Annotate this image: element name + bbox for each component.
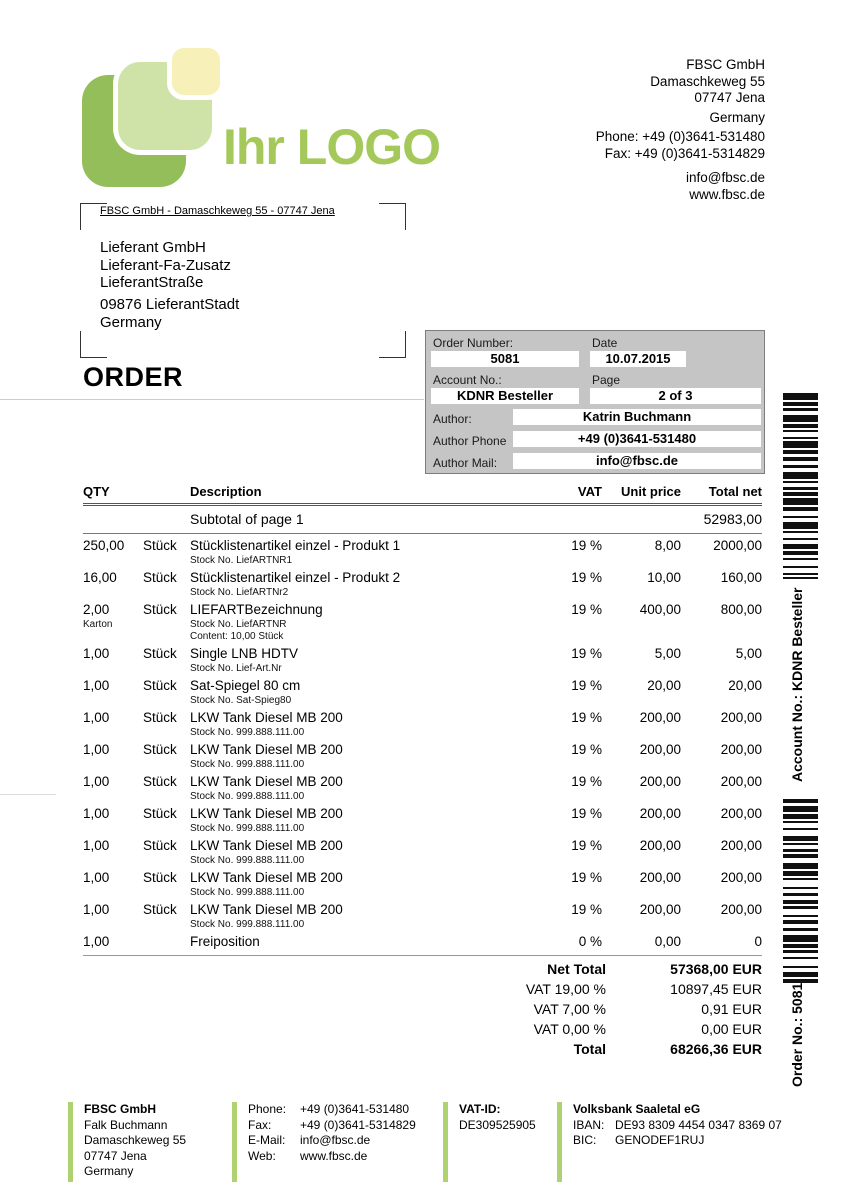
order-vertical-label: Order No.: 5081 (789, 982, 805, 1087)
unit-cell: Stück (143, 538, 177, 553)
sender-email: info@fbsc.de (686, 170, 765, 185)
total-row (440, 1019, 762, 1039)
unit-price-cell: 8,00 (654, 538, 681, 553)
unit-price-cell: 0,00 (654, 934, 681, 949)
page-value: 2 of 3 (590, 388, 761, 404)
total-cell: 2000,00 (713, 538, 762, 553)
total-label: VAT 7,00 % (533, 1001, 606, 1017)
footer-contact-label: Fax: (248, 1117, 272, 1132)
total-cell: 200,00 (720, 742, 762, 757)
page-title: ORDER (83, 362, 184, 392)
fold-mark (0, 794, 56, 795)
logo-square-yellow-icon (172, 48, 220, 95)
footer-bank-name: Volksbank Saaletal eG (573, 1102, 701, 1116)
qty-cell: 2,00 (83, 602, 110, 617)
stock-no-line: Stock No. Sat-Spieg80 (190, 695, 292, 706)
window-mark-top-right (379, 203, 406, 230)
author-value: Katrin Buchmann (513, 409, 761, 425)
unit-cell: Stück (143, 774, 177, 789)
footer-bank-row (573, 1133, 844, 1149)
account-label: Account No.: (433, 373, 502, 387)
author-mail-value: info@fbsc.de (513, 453, 761, 469)
vat-cell: 19 % (571, 602, 602, 617)
vat-cell: 19 % (571, 646, 602, 661)
footer-contact-label: Phone: (248, 1102, 287, 1116)
footer-contact-value: info@fbsc.de (300, 1133, 371, 1147)
subtotal-value: 52983,00 (703, 511, 762, 527)
sender-name: FBSC GmbH (686, 57, 765, 72)
description-cell: Freiposition (190, 934, 260, 949)
qty-sub-cell (83, 555, 143, 566)
unit-price-cell: 200,00 (639, 838, 681, 853)
qty-sub-cell (83, 587, 143, 598)
unit-price-cell: 200,00 (639, 710, 681, 725)
header-vat: VAT (577, 484, 602, 499)
recipient-street: LieferantStraße (100, 274, 204, 291)
page-label: Page (592, 373, 621, 387)
qty-cell: 1,00 (83, 902, 110, 917)
footer-bank-row (573, 1118, 844, 1134)
vat-cell: 19 % (571, 710, 602, 725)
qty-sub-cell: Karton (83, 619, 113, 630)
total-value: 68266,36 EUR (670, 1041, 762, 1057)
table-row (83, 534, 762, 566)
qty-cell: 1,00 (83, 710, 110, 725)
table-row (83, 770, 762, 802)
qty-sub-cell (83, 791, 143, 802)
window-mark-bottom-left (80, 331, 107, 358)
subtotal-label: Subtotal of page 1 (190, 511, 304, 527)
description-cell: Sat-Spiegel 80 cm (190, 678, 301, 693)
table-row (83, 598, 762, 642)
footer-contact-value: +49 (0)3641-5314829 (300, 1117, 416, 1132)
unit-price-cell: 200,00 (639, 742, 681, 757)
footer-contact-column (232, 1102, 443, 1182)
qty-sub-cell (83, 887, 143, 898)
qty-cell: 1,00 (83, 806, 110, 821)
qty-sub-cell (83, 631, 143, 642)
qty-cell: 1,00 (83, 838, 110, 853)
author-phone-value: +49 (0)3641-531480 (513, 431, 761, 447)
table-row (83, 566, 762, 598)
unit-cell: Stück (143, 806, 177, 821)
total-label: VAT 0,00 % (533, 1021, 606, 1037)
company-logo (80, 48, 500, 193)
sender-country: Germany (709, 109, 765, 125)
total-cell: 200,00 (720, 710, 762, 725)
total-cell: 20,00 (728, 678, 762, 693)
footer-bank-value: GENODEF1RUJ (615, 1133, 705, 1147)
description-cell: LKW Tank Diesel MB 200 (190, 838, 343, 853)
table-row (83, 802, 762, 834)
footer-company-line: Falk Buchmann (84, 1117, 168, 1132)
description-cell: LKW Tank Diesel MB 200 (190, 774, 343, 789)
stock-no-line: Stock No. 999.888.111.00 (190, 919, 305, 930)
vat-cell: 19 % (571, 774, 602, 789)
qty-cell: 16,00 (83, 570, 117, 585)
stock-no-line: Stock No. LiefARTNR1 (190, 555, 293, 566)
date-label: Date (592, 336, 618, 350)
total-cell: 200,00 (720, 838, 762, 853)
total-cell: 0 (754, 934, 762, 949)
qty-cell: 1,00 (83, 774, 110, 789)
unit-cell: Stück (143, 646, 177, 661)
total-row (440, 979, 762, 999)
order-number-label: Order Number: (433, 336, 514, 350)
sender-web: www.fbsc.de (689, 186, 765, 202)
table-header-row (83, 484, 762, 506)
unit-price-cell: 200,00 (639, 902, 681, 917)
vat-cell: 19 % (571, 538, 602, 553)
window-mark-bottom-right (379, 331, 406, 358)
total-cell: 5,00 (735, 646, 762, 661)
stock-no-line: Stock No. 999.888.111.00 (190, 727, 305, 738)
footer-vat-column (443, 1102, 557, 1182)
footer (68, 1102, 844, 1182)
total-label: VAT 19,00 % (525, 981, 606, 997)
total-cell: 200,00 (720, 870, 762, 885)
qty-cell: 1,00 (83, 646, 110, 661)
stock-no-line: Content: 10,00 Stück (190, 631, 284, 642)
footer-bank-value: DE93 8309 4454 0347 8369 07 (615, 1117, 782, 1132)
footer-vat-label: VAT-ID: (459, 1102, 501, 1116)
table-row (83, 706, 762, 738)
sender-street: Damaschkeweg 55 (650, 73, 765, 89)
unit-price-cell: 200,00 (639, 806, 681, 821)
vat-cell: 19 % (571, 806, 602, 821)
date-value: 10.07.2015 (590, 351, 686, 367)
order-number-value: 5081 (431, 351, 579, 367)
table-body (83, 534, 762, 956)
logo-text: Ihr LOGO (223, 119, 440, 175)
stock-no-line: Stock No. 999.888.111.00 (190, 887, 305, 898)
qty-cell: 250,00 (83, 538, 125, 553)
footer-company-line: Germany (84, 1164, 134, 1178)
qty-sub-cell (83, 919, 143, 930)
total-cell: 800,00 (720, 602, 762, 617)
vat-cell: 19 % (571, 870, 602, 885)
sender-phone: Phone: +49 (0)3641-531480 (595, 129, 765, 144)
description-cell: LKW Tank Diesel MB 200 (190, 806, 343, 821)
order-barcode (783, 799, 818, 985)
subtotal-row (83, 506, 762, 534)
table-row (83, 834, 762, 866)
qty-cell: 1,00 (83, 870, 110, 885)
recipient-city: 09876 LieferantStadt (100, 296, 240, 313)
stock-no-line: Stock No. 999.888.111.00 (190, 759, 305, 770)
qty-sub-cell (83, 727, 143, 738)
account-barcode (783, 393, 818, 579)
unit-price-cell: 20,00 (647, 678, 681, 693)
total-label: Total (573, 1041, 606, 1057)
author-mail-label: Author Mail: (433, 456, 498, 470)
footer-contact-label: Web: (248, 1148, 276, 1163)
table-row (83, 674, 762, 706)
stock-no-line: Stock No. 999.888.111.00 (190, 823, 305, 834)
sender-city: 07747 Jena (694, 90, 765, 105)
description-cell: LKW Tank Diesel MB 200 (190, 902, 343, 917)
total-row (440, 959, 762, 979)
stock-no-line: Stock No. Lief-Art.Nr (190, 663, 282, 674)
description-cell: Stücklistenartikel einzel - Produkt 1 (190, 538, 401, 553)
footer-contact-value: +49 (0)3641-531480 (300, 1102, 410, 1116)
total-cell: 200,00 (720, 774, 762, 789)
unit-price-cell: 10,00 (647, 570, 681, 585)
footer-contact-row (248, 1102, 443, 1118)
unit-cell: Stück (143, 902, 177, 917)
unit-cell: Stück (143, 602, 177, 617)
footer-contact-row (248, 1133, 443, 1149)
header-unit-price: Unit price (621, 484, 681, 499)
table-row (83, 930, 762, 950)
unit-price-cell: 200,00 (639, 870, 681, 885)
total-value: 57368,00 EUR (670, 961, 762, 977)
table-row (83, 866, 762, 898)
unit-cell: Stück (143, 838, 177, 853)
footer-vat-value: DE309525905 (459, 1117, 536, 1132)
stock-no-line: Stock No. 999.888.111.00 (190, 855, 305, 866)
unit-cell: Stück (143, 710, 177, 725)
table-row (83, 642, 762, 674)
unit-cell: Stück (143, 570, 177, 585)
total-cell: 200,00 (720, 806, 762, 821)
items-table (83, 484, 762, 956)
unit-price-cell: 400,00 (639, 602, 681, 617)
table-row (83, 738, 762, 770)
author-phone-label: Author Phone (433, 434, 507, 448)
sender-fax: Fax: +49 (0)3641-5314829 (604, 145, 765, 161)
table-row (83, 898, 762, 930)
stock-no-line: Stock No. 999.888.111.00 (190, 791, 305, 802)
account-vertical-label: Account No.: KDNR Besteller (789, 587, 805, 782)
qty-sub-cell (83, 663, 143, 674)
vat-cell: 19 % (571, 742, 602, 757)
sender-address-block (596, 57, 765, 203)
unit-cell: Stück (143, 870, 177, 885)
footer-contact-label: E-Mail: (248, 1133, 286, 1147)
unit-price-cell: 5,00 (654, 646, 681, 661)
footer-contact-row (248, 1118, 443, 1134)
title-rule (0, 399, 424, 400)
footer-bank-label: IBAN: (573, 1117, 605, 1132)
qty-sub-cell (83, 855, 143, 866)
unit-price-cell: 200,00 (639, 774, 681, 789)
qty-cell: 1,00 (83, 678, 110, 693)
description-cell: LKW Tank Diesel MB 200 (190, 870, 343, 885)
total-row (440, 999, 762, 1019)
header-total-net: Total net (708, 484, 762, 499)
order-info-box (425, 330, 765, 474)
total-cell: 200,00 (720, 902, 762, 917)
recipient-country: Germany (100, 313, 162, 331)
footer-contact-value: www.fbsc.de (300, 1148, 368, 1163)
unit-cell: Stück (143, 742, 177, 757)
footer-company-name: FBSC GmbH (84, 1102, 156, 1116)
description-cell: Stücklistenartikel einzel - Produkt 2 (190, 570, 401, 585)
header-description: Description (190, 484, 262, 499)
header-unit (143, 484, 190, 499)
description-cell: LKW Tank Diesel MB 200 (190, 710, 343, 725)
vat-cell: 19 % (571, 838, 602, 853)
return-address-line: FBSC GmbH - Damaschkeweg 55 - 07747 Jena (100, 205, 335, 217)
qty-cell: 1,00 (83, 742, 110, 757)
qty-sub-cell (83, 823, 143, 834)
footer-company-line: 07747 Jena (84, 1148, 147, 1163)
vat-cell: 19 % (571, 902, 602, 917)
author-label: Author: (433, 412, 472, 426)
header-qty: QTY (83, 484, 110, 499)
recipient-address (100, 239, 239, 331)
qty-sub-cell (83, 759, 143, 770)
total-row (440, 1039, 762, 1059)
stock-no-line: Stock No. LiefARTNR (190, 619, 287, 630)
recipient-extra: Lieferant-Fa-Zusatz (100, 256, 231, 274)
total-value: 0,00 EUR (701, 1021, 762, 1037)
vat-cell: 0 % (578, 934, 602, 949)
unit-cell: Stück (143, 678, 177, 693)
vat-cell: 19 % (571, 570, 602, 585)
total-value: 10897,45 EUR (670, 981, 762, 997)
recipient-name: Lieferant GmbH (100, 239, 206, 256)
footer-bank-column (557, 1102, 844, 1182)
total-cell: 160,00 (720, 570, 762, 585)
vat-cell: 19 % (571, 678, 602, 693)
qty-cell: 1,00 (83, 934, 110, 949)
footer-company-column (68, 1102, 232, 1182)
unit-cell (143, 934, 190, 950)
description-cell: LIEFARTBezeichnung (190, 602, 323, 617)
totals-block (440, 959, 762, 1059)
description-cell: Single LNB HDTV (190, 646, 299, 661)
stock-no-line: Stock No. LiefARTNr2 (190, 587, 289, 598)
footer-bank-label: BIC: (573, 1133, 597, 1147)
account-value: KDNR Besteller (431, 388, 579, 404)
footer-contact-row (248, 1149, 443, 1165)
total-value: 0,91 EUR (701, 1001, 762, 1017)
total-label: Net Total (547, 961, 606, 977)
description-cell: LKW Tank Diesel MB 200 (190, 742, 343, 757)
qty-sub-cell (83, 695, 143, 706)
footer-company-line: Damaschkeweg 55 (84, 1133, 187, 1147)
